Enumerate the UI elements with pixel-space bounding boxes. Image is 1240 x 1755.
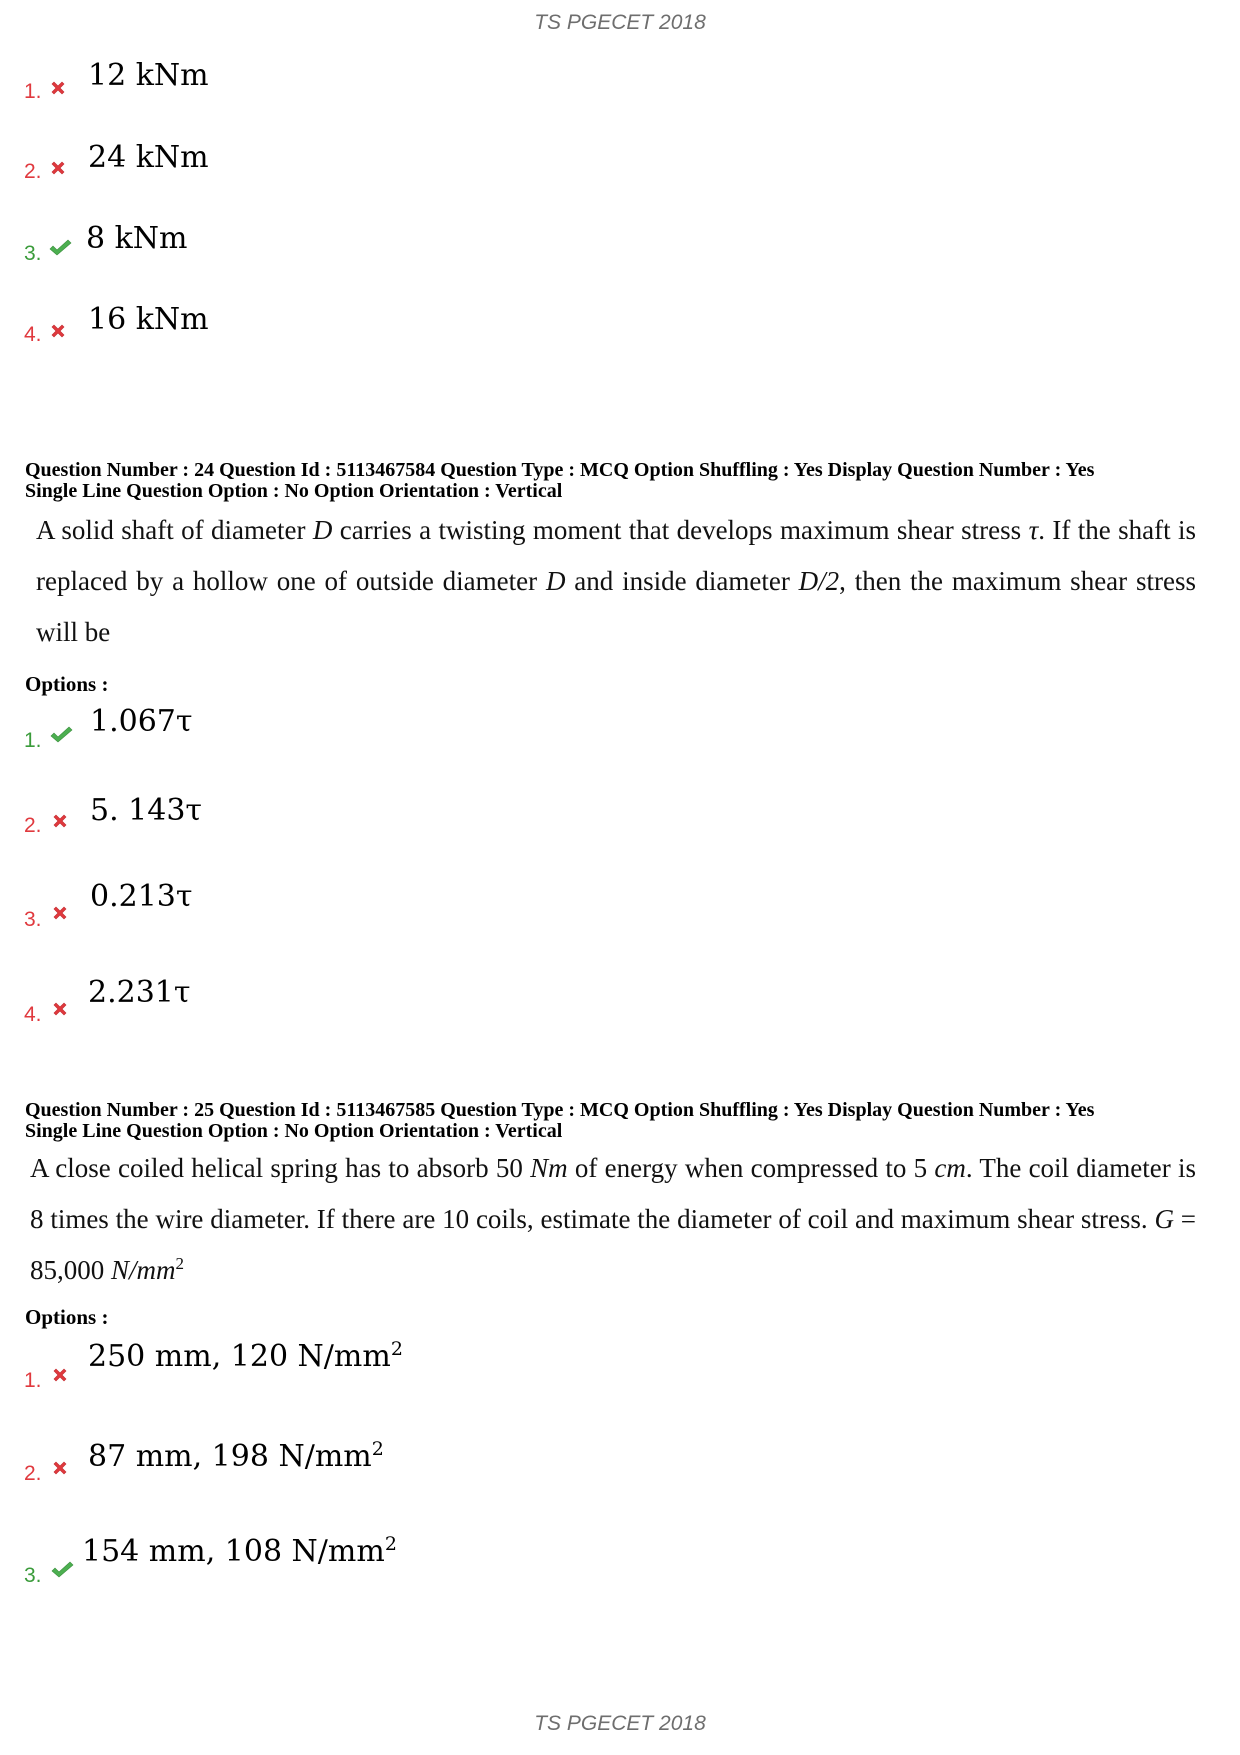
cross-icon xyxy=(49,159,67,177)
option-number: 4. xyxy=(24,1003,42,1026)
option-text: 12 kNm xyxy=(88,58,209,93)
options-label: Options : xyxy=(25,1305,109,1329)
option-text: 16 kNm xyxy=(88,302,209,337)
option-number: 1. xyxy=(24,80,42,103)
option-number: 4. xyxy=(24,323,42,346)
check-icon xyxy=(51,1560,75,1580)
option-number: 2. xyxy=(24,160,42,183)
option-text: 154 mm, 108 $N/mm^2$ xyxy=(82,1533,397,1569)
cross-icon xyxy=(51,1000,69,1018)
cross-icon xyxy=(49,322,67,340)
question-meta-line2: Single Line Question Option : No Option Orientation : Vertical xyxy=(25,480,563,502)
check-icon xyxy=(49,238,73,258)
cross-icon xyxy=(51,812,69,830)
question-meta-line2: Single Line Question Option : No Option Orientation : Vertical xyxy=(25,1120,563,1142)
question-text: A close coiled helical spring has to absorb 50 Nm of energy when compressed to 5 cm. The coil diameter is 8 times the wire diameter. If there are 10 coils, estimate the diameter of coil and maximum shear stress. G = 85,000 $N/mm^2$ xyxy=(30,1153,1197,1285)
cross-icon xyxy=(51,1366,69,1384)
option-text: 87 mm, 198 $N/mm^2$ xyxy=(88,1438,384,1474)
option-number: 1. xyxy=(24,729,42,752)
option-text: 1.067τ xyxy=(90,704,193,739)
question-meta-line1: Question Number : 25 Question Id : 5113467585 Question Type : MCQ Option Shuffling : Yes Display Question Number : Yes xyxy=(25,1099,1095,1121)
cross-icon xyxy=(49,79,67,97)
option-number: 3. xyxy=(24,242,42,265)
cross-icon xyxy=(51,1459,69,1477)
page-header: TS PGECET 2018 xyxy=(534,11,706,34)
option-text: 0.213τ xyxy=(90,879,193,914)
option-number: 3. xyxy=(24,1564,42,1587)
question-meta-line1: Question Number : 24 Question Id : 5113467584 Question Type : MCQ Option Shuffling : Yes Display Question Number : Yes xyxy=(25,459,1095,481)
option-text: 8 kNm xyxy=(86,221,188,256)
option-number: 2. xyxy=(24,1462,42,1485)
cross-icon xyxy=(51,904,69,922)
option-number: 1. xyxy=(24,1369,42,1392)
options-label: Options : xyxy=(25,672,109,696)
option-text: 24 kNm xyxy=(88,140,209,175)
option-text: 5. 143τ xyxy=(90,793,203,828)
page-footer: TS PGECET 2018 xyxy=(534,1712,706,1735)
option-number: 2. xyxy=(24,814,42,837)
option-text: 2.231τ xyxy=(88,975,191,1010)
option-text: 250 mm, 120 $N/mm^2$ xyxy=(88,1338,403,1374)
option-number: 3. xyxy=(24,908,42,931)
check-icon xyxy=(50,725,74,745)
question-text: A solid shaft of diameter D carries a twisting moment that develops maximum shear stress τ. If the shaft is replaced by a hollow one of outside diameter D and inside diameter D/2, then the maximum shear stress will be xyxy=(36,515,1196,647)
